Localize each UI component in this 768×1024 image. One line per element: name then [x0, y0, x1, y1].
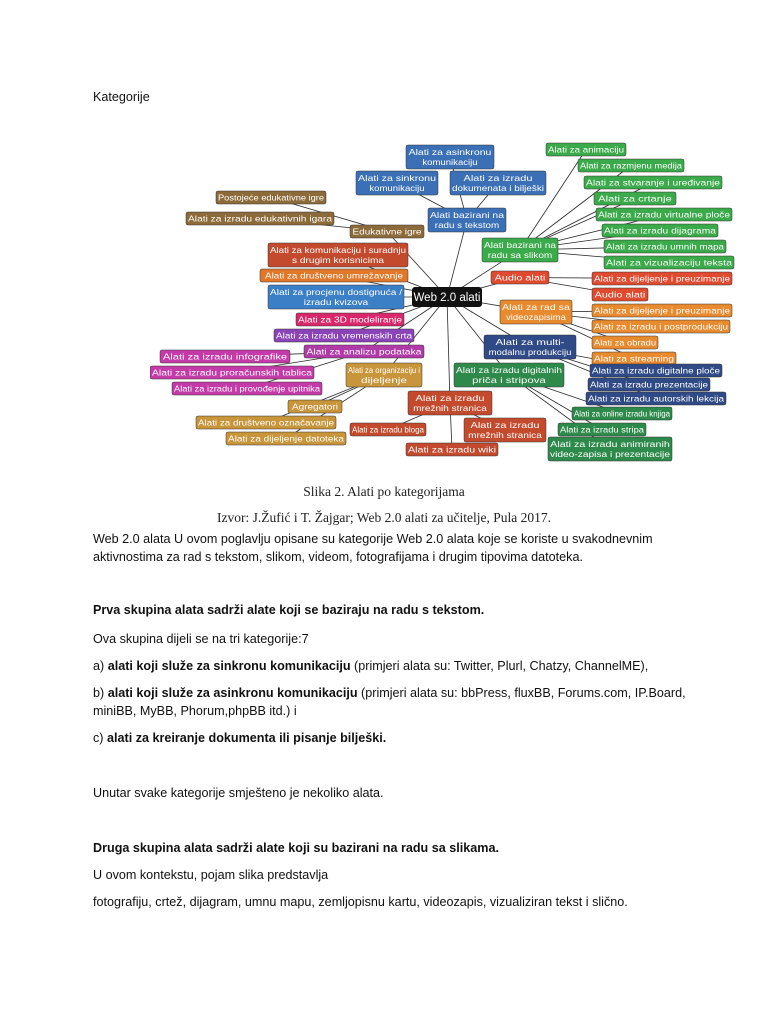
page-heading: Kategorije — [93, 90, 150, 104]
mindmap-node-label: Alati za obradu — [594, 337, 657, 348]
mindmap-node — [260, 269, 408, 282]
mindmap-node-label: Alati za sinkronu — [358, 173, 437, 183]
mindmap-node-label: Alati za izradu — [470, 420, 540, 430]
mindmap-node-label: Alati za stvaranje i uređivanje — [586, 177, 721, 188]
mindmap-node — [356, 171, 438, 195]
mindmap-node — [592, 272, 732, 285]
web20-mindmap-figure — [150, 135, 740, 470]
mindmap-node — [604, 240, 726, 253]
mindmap-node-label: Alati za društveno označavanje — [198, 417, 335, 428]
mindmap-node — [408, 391, 492, 415]
mindmap-node — [596, 208, 732, 221]
mindmap-node — [196, 416, 336, 429]
mindmap-node-label: Alati za animaciju — [548, 144, 625, 155]
context-paragraph: U ovom kontekstu, pojam slika predstavlja — [93, 868, 329, 882]
mindmap-node-label: mrežnih stranica — [413, 403, 488, 413]
mindmap-node — [406, 443, 498, 456]
mindmap-node-label: radu sa slikom — [487, 250, 553, 260]
mindmap-node-label: Alati za komunikaciju i suradnju — [270, 245, 407, 255]
mindmap-node-label: Alati za izradu i provođenje upitnika — [174, 383, 321, 394]
mindmap-node — [216, 191, 326, 204]
mindmap-node — [484, 335, 576, 359]
mindmap-node — [578, 159, 684, 172]
mindmap-branch-line — [447, 297, 450, 403]
mindmap-node — [304, 345, 424, 358]
mindmap-node — [548, 437, 672, 461]
mindmap-node-label: Audio alati — [594, 289, 646, 300]
mindmap-node-label: mrežnih stranica — [468, 430, 543, 440]
mindmap-node-label: Edukativne igre — [352, 226, 422, 237]
mindmap-node-label: modalnu produkciju — [488, 347, 572, 357]
figure-caption-source: Izvor: J.Žufić i T. Žajgar; Web 2.0 alati za učitelje, Pula 2017. — [216, 510, 552, 525]
mindmap-node-label: Alati za procjenu dostignuća / — [270, 287, 403, 297]
mindmap-node-label: videozapisima — [506, 312, 567, 322]
mindmap-node-label: Alati za organizaciju i — [348, 365, 421, 375]
mindmap-node — [268, 243, 408, 267]
mindmap-node — [594, 192, 676, 205]
mindmap-node — [464, 418, 546, 442]
list-item-a: a) alati koji služe za sinkronu komunikaciju (primjeri alata su: Twitter, Plurl, Chatzy, ChannelME), — [93, 659, 649, 673]
mindmap-node — [572, 407, 672, 420]
mindmap-node-label: s drugim korisnicima — [292, 255, 385, 265]
mindmap-node-label: Agregatori — [292, 401, 339, 412]
mindmap-node — [150, 366, 314, 379]
mindmap-node-label: Postojeće edukativne igre — [218, 192, 325, 203]
mindmap-node — [546, 143, 626, 156]
mindmap-center-node — [412, 287, 482, 307]
mindmap-node — [558, 423, 646, 436]
mindmap-node-label: Alati za multi- — [495, 337, 565, 347]
mindmap-node-label: Alati za izradu — [463, 173, 533, 183]
group1-intro: Ova skupina dijeli se na tri kategorije:7 — [93, 632, 309, 646]
mindmap-node-label: Alati za dijeljenje datoteka — [228, 433, 345, 444]
mindmap-node — [186, 212, 334, 225]
mindmap-node — [346, 363, 422, 387]
mindmap-node-label: Alati za izradu dijagrama — [604, 225, 717, 236]
mindmap-node — [588, 378, 710, 391]
mindmap-node-label: Alati za vizualizaciju teksta — [606, 257, 733, 268]
mindmap-node — [586, 392, 726, 405]
mindmap-node — [491, 271, 549, 284]
mindmap-node-label: Alati za izradu virtualne ploče — [598, 209, 731, 220]
mindmap-node — [226, 432, 346, 445]
list-item-b: b) alati koji služe za asinkronu komunikaciju (primjeri alata su: bbPress, fluxBB, Forums.com, IP.Board, miniBB, MyBB, Phorum,phpBB itd.) i — [93, 686, 686, 718]
mindmap-node-label: komunikaciju — [369, 183, 425, 193]
mindmap-node — [160, 350, 290, 363]
mindmap-node — [172, 382, 322, 395]
mindmap-node-label: Alati za izradu autorskih lekcija — [588, 393, 725, 404]
mindmap-node — [590, 364, 722, 377]
mindmap-node-label: Alati za izradu animiranih — [550, 439, 671, 449]
figure-caption-title: Slika 2. Alati po kategorijama — [303, 484, 465, 499]
mindmap-node-label: Alati za izradu digitalne ploče — [592, 365, 721, 376]
mindmap-node-label: video-zapisa i prezentacije — [550, 449, 671, 459]
mindmap-node-label: Alati za izradu bloga — [352, 424, 425, 435]
mindmap-node — [428, 208, 506, 232]
mindmap-node-label: Alati za dijeljenje i preuzimanje — [594, 305, 731, 316]
mindmap-node-label: Alati za izradu wiki — [408, 444, 497, 455]
mindmap-node — [604, 256, 734, 269]
mindmap-node-label: Audio alati — [494, 272, 546, 283]
mindmap-node — [592, 304, 732, 317]
mindmap-node — [288, 400, 342, 413]
mindmap-node-label: Alati za crtanje — [598, 193, 673, 204]
mindmap-node — [592, 288, 648, 301]
mindmap-node-label: Alati za izradu edukativnih igara — [188, 213, 333, 224]
mindmap-node-label: Alati bazirani na — [484, 240, 557, 250]
group1-heading: Prva skupina alata sadrži alate koji se baziraju na radu s tekstom. — [93, 603, 485, 617]
mindmap-center-label: Web 2.0 alati — [413, 292, 481, 304]
mindmap-node-label: dijeljenje — [361, 375, 408, 385]
mindmap-node-label: Alati za društveno umrežavanje — [265, 270, 404, 281]
mindmap-node — [592, 352, 676, 365]
list-paragraph: fotografiju, crtež, dijagram, umnu mapu, zemljopisnu kartu, videozapis, vizualiziran tekst i slično. — [93, 895, 628, 909]
mindmap-node — [482, 238, 558, 262]
mindmap-node-label: Alati za streaming — [594, 353, 675, 364]
mindmap-node — [274, 329, 414, 342]
mindmap-node-label: Alati za izradu infografike — [162, 351, 288, 362]
mindmap-node — [602, 224, 718, 237]
mindmap-node-label: izradu kvizova — [303, 297, 369, 307]
mindmap-node-label: Alati za rad sa — [502, 302, 571, 312]
mindmap-node-label: komunikaciju — [422, 157, 478, 167]
mindmap-node-label: Alati za izradu umnih mapa — [606, 241, 725, 252]
mindmap-node-label: radu s tekstom — [434, 220, 500, 230]
within-paragraph: Unutar svake kategorije smješteno je nekoliko alata. — [93, 786, 384, 800]
mindmap-node-label: Alati za izradu digitalnih — [456, 365, 563, 375]
mindmap-node — [350, 423, 426, 436]
mindmap-node — [584, 176, 722, 189]
mindmap-node — [296, 313, 404, 326]
mindmap-node-label: Alati za dijeljenje i preuzimanje — [594, 273, 731, 284]
mindmap-node-label: Alati bazirani na — [430, 210, 505, 220]
mindmap-node-label: Alati za izradu i postprodukciju — [594, 321, 729, 332]
mindmap-node-label: dokumenata i bilješki — [452, 183, 545, 193]
mindmap-node — [406, 145, 494, 169]
mindmap-node — [592, 336, 658, 349]
mindmap-node-label: Alati za 3D modeliranje — [298, 314, 403, 325]
mindmap-node-label: Alati za izradu proračunskih tablica — [152, 367, 313, 378]
intro-paragraph: Web 2.0 alata U ovom poglavlju opisane su kategorije Web 2.0 alata koje se koriste u svakodnevnim aktivnostima za rad s tekstom, slikom, videom, fotografijama i drugim tipovima datoteka. — [93, 532, 653, 564]
mindmap-node-label: Alati za analizu podataka — [306, 346, 422, 357]
mindmap-node-label: Alati za razmjenu medija — [580, 160, 683, 171]
mindmap-node-label: Alati za izradu stripa — [560, 424, 645, 435]
mindmap-node — [268, 285, 404, 309]
mindmap-node — [500, 300, 572, 324]
mindmap-node-label: Alati za izradu prezentacije — [590, 379, 709, 390]
mindmap-node — [450, 171, 546, 195]
list-item-c: c) alati za kreiranje dokumenta ili pisanje bilješki. — [93, 731, 387, 745]
mindmap-node-label: Alati za izradu vremenskih crta — [276, 330, 413, 341]
mindmap-node-label: Alati za izradu — [415, 393, 485, 403]
mindmap-node — [454, 363, 564, 387]
mindmap-node — [350, 225, 424, 238]
mindmap-node-label: priča i stripova — [472, 375, 547, 385]
mindmap-node-label: Alati za asinkronu — [408, 147, 492, 157]
mindmap-node-label: Alati za online izradu knjiga — [574, 408, 671, 419]
mindmap-node — [592, 320, 730, 333]
group2-heading: Druga skupina alata sadrži alate koji su bazirani na radu sa slikama. — [93, 841, 499, 855]
